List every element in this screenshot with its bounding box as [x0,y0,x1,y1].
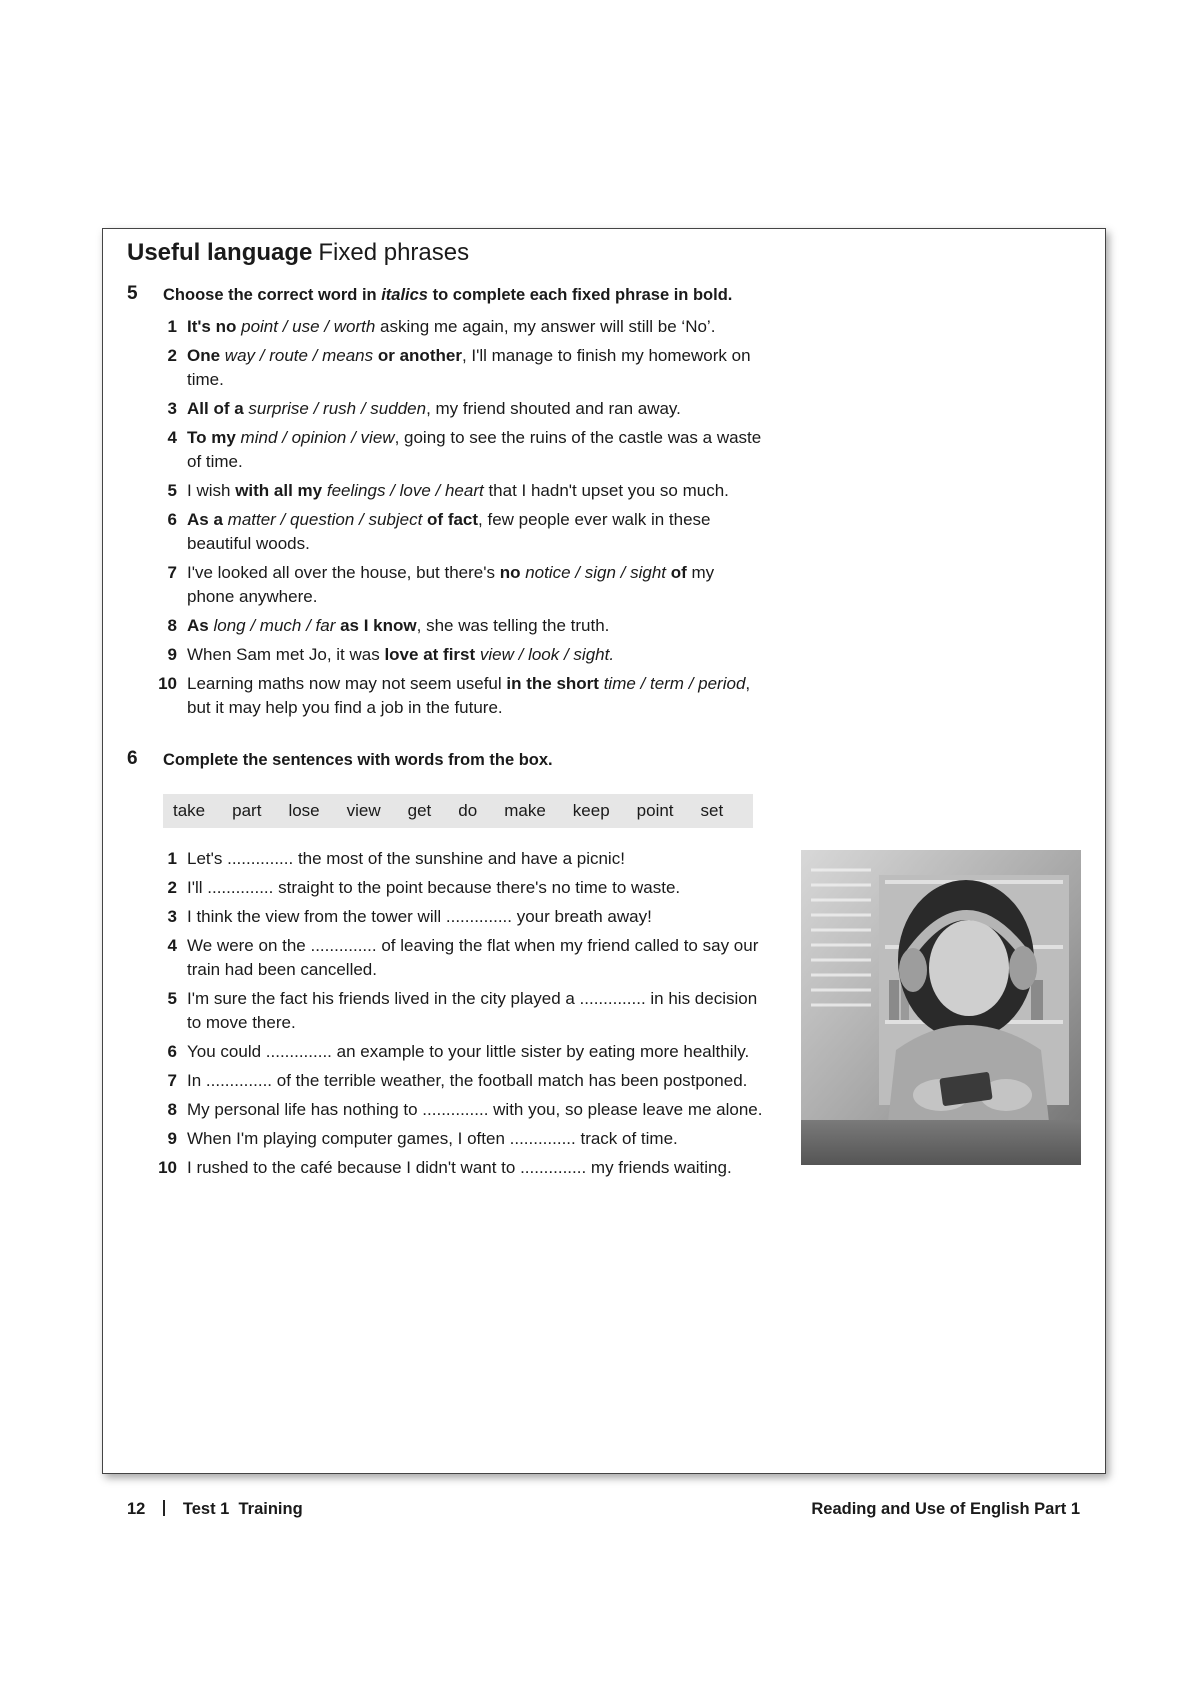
item-text [187,479,763,503]
exercise-5-item [153,561,763,609]
text-run: To my [187,428,236,447]
item-number: 3 [167,907,177,926]
text-run: asking me again, my answer will still be ‘No’. [375,317,716,336]
item-number: 4 [167,936,177,955]
text-run: One [187,346,221,365]
item-text [187,672,763,720]
photo-illustration [801,850,1081,1165]
photo-girl-with-headphones [801,850,1081,1165]
exercise-5-item [153,643,763,667]
text-run: Choose the correct word in [163,286,382,304]
item-text: I'll .............. straight to the point because there's no time to waste. [187,878,681,897]
heading-regular: Fixed phrases [318,239,470,266]
word-box-word: make [504,801,546,820]
exercise-5-item [153,479,763,503]
text-run: notice / sign / sight [525,563,667,582]
exercise-6-item [153,1098,763,1122]
text-run: When Sam met Jo, it was [187,645,385,664]
item-text: I rushed to the café because I didn't want to .............. my friends waiting. [187,1158,732,1177]
exercise-6-item [153,934,763,982]
footer-divider [163,1500,165,1516]
exercise-6-item [153,905,763,929]
item-text: Let's .............. the most of the sunshine and have a picnic! [187,849,625,868]
item-number: 1 [167,849,177,868]
word-box-word: keep [572,801,610,820]
text-run: As [187,616,209,635]
text-run: to complete each fixed phrase in bold. [427,286,733,304]
text-run: feelings / love / heart [326,481,484,500]
exercise-6-item [153,876,763,900]
item-number: 7 [167,1071,177,1090]
text-run: with all my [235,481,323,500]
item-text [187,397,763,421]
text-run: As a [187,510,223,529]
item-text [187,426,763,474]
footer-left [127,1500,303,1519]
text-run: no [499,563,521,582]
text-run: love at first [384,645,476,664]
text-run: All of a [187,399,244,418]
text-run: or another [377,346,462,365]
item-number: 9 [167,645,177,664]
text-run: view / look / sight. [479,645,615,664]
text-run: , my friend shouted and ran away. [426,399,681,418]
text-run: of fact [427,510,479,529]
text-run: , but it may help you find a job in the future. [187,674,751,717]
word-box [163,794,753,828]
exercise-5-list [153,315,763,725]
section-heading [127,239,469,267]
footer-section: Test 1 Training [182,1500,303,1518]
word-box-word: part [232,801,262,820]
text-run: , going to see the ruins of the castle was a waste of time. [187,428,762,471]
word-box-word: set [700,801,724,820]
item-text [187,561,763,609]
exercise-5-instruction [163,286,732,305]
exercise-6-number: 6 [127,748,138,769]
item-number: 2 [167,878,177,897]
word-box-word: do [458,801,478,820]
text-run: , I'll manage to finish my homework on time. [187,346,751,389]
item-text: We were on the .............. of leaving the flat when my friend called to say our train had been cancelled. [187,936,759,979]
text-run: mind / opinion / view [240,428,395,447]
item-number: 2 [167,346,177,365]
word-box-word: point [636,801,674,820]
exercise-6-item [153,987,763,1035]
item-text: In .............. of the terrible weather, the football match has been postponed. [187,1071,748,1090]
item-number: 9 [167,1129,177,1148]
text-run: my phone anywhere. [187,563,715,606]
item-text: When I'm playing computer games, I often .............. track of time. [187,1129,678,1148]
item-number: 4 [167,428,177,447]
item-number: 1 [167,317,177,336]
exercise-5-item [153,672,763,720]
item-text [187,344,763,392]
word-box-word: take [173,801,206,820]
exercise-5-item [153,344,763,392]
text-run: of [670,563,687,582]
text-run: Learning maths now may not seem useful [187,674,507,693]
exercise-6-instruction: Complete the sentences with words from the box. [163,751,553,769]
item-text: My personal life has nothing to .............. with you, so please leave me alone. [187,1100,763,1119]
footer-right: Reading and Use of English Part 1 [811,1500,1080,1518]
text-run: matter / question / subject [227,510,423,529]
item-text [187,315,763,339]
exercise-6-item [153,1040,763,1064]
exercise-6-item [153,1156,763,1180]
item-text [187,643,763,667]
exercise-6-item [153,847,763,871]
item-number: 5 [167,481,177,500]
item-text [187,508,763,556]
item-text: I think the view from the tower will .............. your breath away! [187,907,652,926]
word-box-word: get [407,801,432,820]
text-run: long / much / far [213,616,336,635]
text-run: that I hadn't upset you so much. [483,481,729,500]
exercise-5-item [153,508,763,556]
item-number: 3 [167,399,177,418]
text-run: , she was telling the truth. [416,616,610,635]
text-run: It's no [187,317,237,336]
item-number: 8 [167,616,177,635]
text-run: italics [381,286,428,304]
exercise-5-number: 5 [127,283,138,304]
item-number: 10 [158,674,177,693]
heading-bold: Useful language [127,239,313,266]
exercise-6-list [153,847,763,1185]
text-run: as I know [340,616,417,635]
item-number: 10 [158,1158,177,1177]
exercise-5-item [153,426,763,474]
item-number: 6 [167,510,177,529]
word-box-word: view [346,801,381,820]
item-number: 8 [167,1100,177,1119]
word-box-word: lose [288,801,320,820]
page-number: 12 [127,1500,146,1518]
text-run: in the short [506,674,599,693]
text-run: surprise / rush / sudden [248,399,427,418]
exercise-5-item [153,315,763,339]
exercise-5-item [153,614,763,638]
content-panel [102,228,1106,1474]
text-run: point / use / worth [241,317,376,336]
text-run: time / term / period [603,674,746,693]
item-text: I'm sure the fact his friends lived in the city played a .............. in his decision to move there. [187,989,758,1032]
exercise-5-item [153,397,763,421]
item-text: You could .............. an example to your little sister by eating more healthily. [187,1042,750,1061]
exercise-6-item [153,1069,763,1093]
item-text [187,614,763,638]
text-run: I wish [187,481,236,500]
text-run: way / route / means [224,346,374,365]
text-run: , few people ever walk in these beautiful woods. [187,510,711,553]
item-number: 7 [167,563,177,582]
item-number: 6 [167,1042,177,1061]
text-run: I've looked all over the house, but there's [187,563,500,582]
item-number: 5 [167,989,177,1008]
exercise-6-item [153,1127,763,1151]
